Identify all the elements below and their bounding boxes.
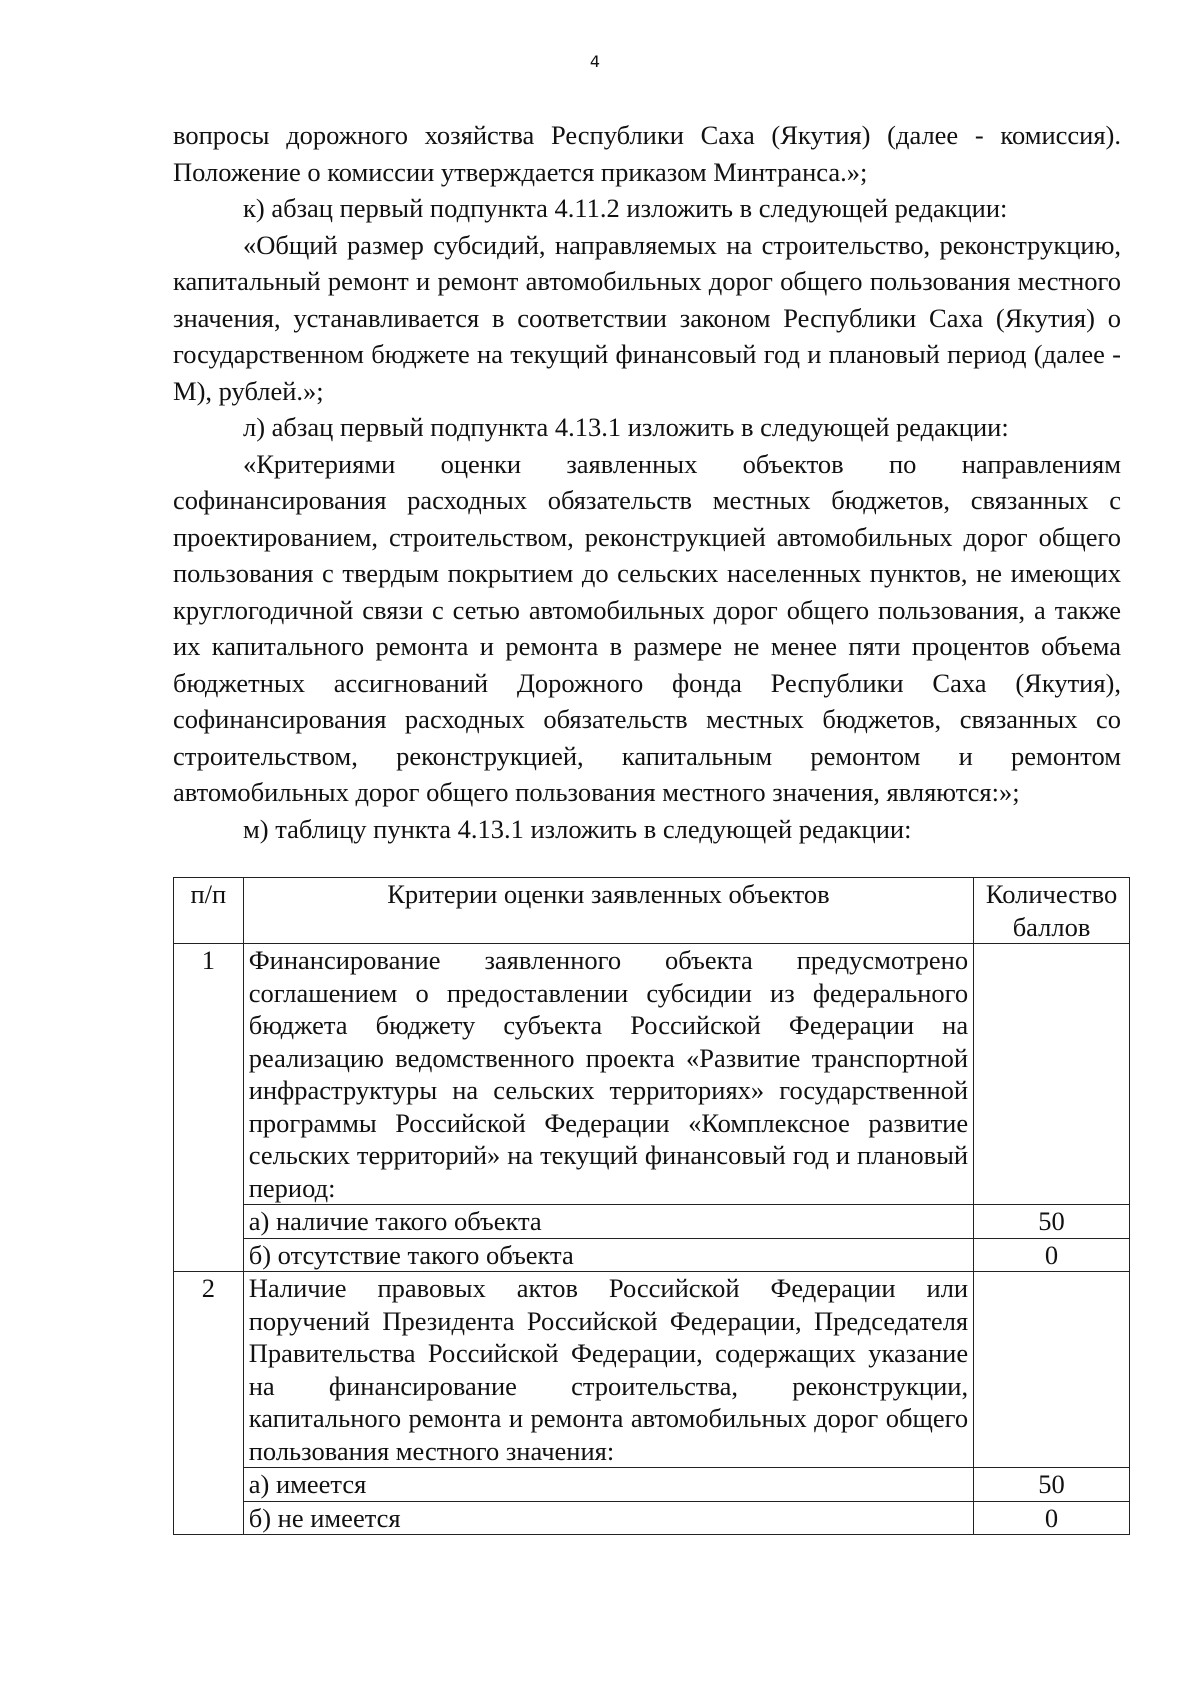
table-row (174, 1272, 1130, 1468)
option-label: б) не имеется (243, 1501, 973, 1535)
page-number: 4 (589, 52, 601, 71)
document-body (173, 117, 1121, 847)
table-row-option (174, 1238, 1130, 1272)
criteria-table (173, 877, 1130, 1535)
table-row-option (174, 1468, 1130, 1502)
header-points: Количество баллов (974, 878, 1130, 944)
row-number: 1 (174, 944, 244, 1272)
option-score: 0 (974, 1501, 1130, 1535)
paragraph-criteria-intro: «Критериями оценки заявленных объектов по направлениям софинансирования расходных обязательств местных бюджетов, связанных с проектированием, строительством, реконструкцией автомобильных дорог общего пользования с твердым покрытием до сельских населенных пунктов, не имеющих круглогодичной связи с сетью автомобильных дорог общего пользования, а также их капитального ремонта и ремонта в размере не менее пяти процентов объема бюджетных ассигнований Дорожного фонда Республики Саха (Якутия), софинансирования расходных обязательств местных бюджетов, связанных со строительством, реконструкцией, капитальным ремонтом и ремонтом автомобильных дорог общего пользования местного значения, являются:»; (173, 448, 1121, 807)
option-score: 0 (974, 1238, 1130, 1272)
paragraph-item-k: к) абзац первый подпункта 4.11.2 изложить в следующей редакции: (243, 193, 1008, 223)
header-criteria: Критерии оценки заявленных объектов (243, 878, 973, 944)
option-score: 50 (974, 1205, 1130, 1239)
option-label: а) наличие такого объекта (243, 1205, 973, 1239)
option-label: а) имеется (243, 1468, 973, 1502)
option-label: б) отсутствие такого объекта (243, 1238, 973, 1272)
criterion-text: Наличие правовых актов Российской Федерации или поручений Президента Российской Федерации, Председателя Правительства Российской Федерации, содержащих указание на финансирование строительства, реконструкции, капитального ремонта и ремонта автомобильных дорог общего пользования местного значения: (243, 1272, 973, 1468)
criterion-text: Финансирование заявленного объекта предусмотрено соглашением о предоставлении субсидии из федерального бюджета бюджету субъекта Российской Федерации на реализацию ведомственного проекта «Развитие транспортной инфраструктуры на сельских территориях» государственной программы Российской Федерации «Комплексное развитие сельских территорий» на текущий финансовый год и плановый период: (243, 944, 973, 1205)
paragraph-commission-continuation: вопросы дорожного хозяйства Республики Саха (Якутия) (далее - комиссия). Положение о комиссии утверждается приказом Минтранса.»; (173, 120, 1121, 187)
paragraph-item-m: м) таблицу пункта 4.13.1 изложить в следующей редакции: (243, 813, 912, 844)
header-number: п/п (174, 878, 244, 944)
paragraph-subsidy-size: «Общий размер субсидий, направляемых на строительство, реконструкцию, капитальный ремонт и ремонт автомобильных дорог общего пользования местного значения, устанавливается в соответствии законом Республики Саха (Якутия) о государственном бюджете на текущий финансовый год и плановый период (далее - М), рублей.»; (173, 229, 1121, 406)
paragraph-item-l: л) абзац первый подпункта 4.13.1 изложить в следующей редакции: (243, 412, 1009, 442)
criterion-score-empty (974, 1272, 1130, 1468)
table-row-option (174, 1205, 1130, 1239)
option-score: 50 (974, 1468, 1130, 1502)
criterion-score-empty (974, 944, 1130, 1205)
table-row (174, 944, 1130, 1205)
row-number: 2 (174, 1272, 244, 1535)
table-header-row (174, 878, 1130, 944)
table-row-option (174, 1501, 1130, 1535)
